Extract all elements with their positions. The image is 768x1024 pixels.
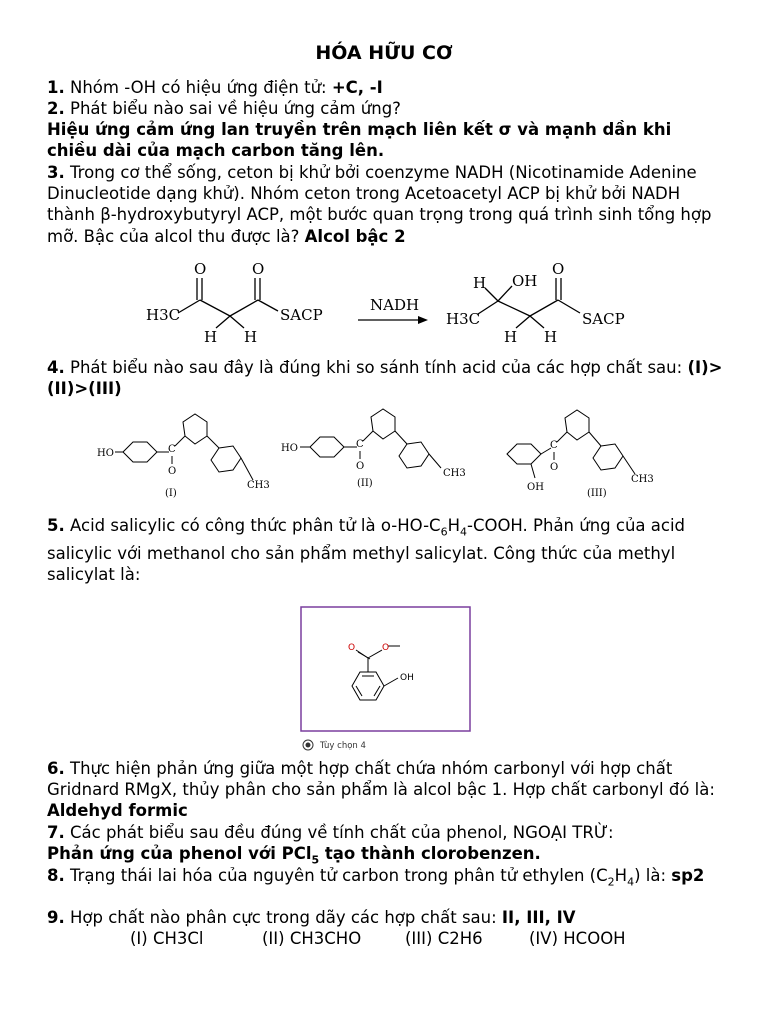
answer-text: +C, -I bbox=[331, 78, 383, 97]
hydrogen-label: H bbox=[504, 328, 518, 346]
hydrogen-label: H bbox=[204, 328, 218, 346]
question-number: 4. bbox=[47, 358, 65, 377]
hydrogen-label: H bbox=[544, 328, 558, 346]
structure-label-I: (I) bbox=[165, 488, 177, 499]
answer-text: tạo thành clorobenzen. bbox=[319, 844, 541, 864]
methyl-label: CH3 bbox=[631, 474, 654, 485]
subscript: 6 bbox=[440, 525, 448, 539]
carbon-label: C bbox=[168, 444, 176, 455]
option-item: (IV) HCOOH bbox=[529, 929, 626, 948]
question-text: H bbox=[614, 866, 628, 885]
question-text: Các phát biểu sau đều đúng về tính chất của phenol, NGOẠI TRỪ: bbox=[64, 823, 614, 842]
svg-text:O: O bbox=[382, 643, 390, 653]
methyl-salicylate-figure bbox=[300, 606, 472, 754]
carbon-label: C bbox=[550, 440, 558, 451]
reagent-label: NADH bbox=[370, 296, 420, 314]
question-text: -COOH. Phản ứng của acid salicylic với methanol cho sản phẩm methyl salicylat. Công thức của methyl salicylat là: bbox=[47, 516, 686, 584]
hydrogen-label: H bbox=[244, 328, 258, 346]
oxygen-label: O bbox=[552, 260, 565, 278]
reaction-scheme bbox=[140, 258, 640, 350]
question-8 bbox=[47, 865, 727, 893]
answer-text: Phản ứng của phenol với PCl bbox=[47, 844, 312, 864]
question-text: ) là: bbox=[634, 866, 672, 885]
question-5 bbox=[47, 515, 727, 585]
oxygen-label: O bbox=[168, 466, 177, 477]
question-1 bbox=[47, 77, 727, 98]
oxygen-label: O bbox=[356, 461, 365, 472]
hydroxyl-label: OH bbox=[527, 482, 544, 493]
question-number: 7. bbox=[47, 823, 65, 842]
question-3 bbox=[47, 162, 727, 247]
hydroxy-label: HO bbox=[97, 448, 114, 459]
question-text: Phát biểu nào sau đây là đúng khi so sánh tính acid của các hợp chất sau: bbox=[64, 358, 688, 377]
answer-text: (I)>(II)>(III) bbox=[47, 358, 723, 399]
sacp-label: SACP bbox=[280, 306, 323, 324]
question-9 bbox=[47, 907, 727, 928]
question-text: Acid salicylic có công thức phân tử là o-HO-C bbox=[64, 516, 441, 535]
answer-text: sp2 bbox=[671, 866, 705, 885]
h3c-label: H3C bbox=[146, 306, 181, 324]
answer-text: Hiệu ứng cảm ứng lan truyền trên mạch liên kết σ và mạnh dần khi chiều dài của mạch carbon tăng lên. bbox=[47, 120, 672, 161]
subscript: 5 bbox=[311, 853, 320, 867]
answer-text: II, III, IV bbox=[501, 908, 576, 927]
sacp-label: SACP bbox=[582, 310, 625, 328]
question-number: 3. bbox=[47, 163, 65, 182]
oxygen-label: O bbox=[252, 260, 265, 278]
question-text: Phát biểu nào sai về hiệu ứng cảm ứng? bbox=[64, 99, 401, 118]
question-number: 5. bbox=[47, 516, 65, 535]
question-2 bbox=[47, 98, 727, 162]
carbon-label: C bbox=[356, 439, 364, 450]
question-number: 9. bbox=[47, 908, 65, 927]
hydroxyl-label: OH bbox=[512, 272, 538, 290]
option-item: (I) CH3Cl bbox=[130, 929, 204, 948]
question-text: Trạng thái lai hóa của nguyên tử carbon trong phân tử ethylen (C bbox=[64, 866, 608, 885]
question-number: 6. bbox=[47, 759, 65, 778]
svg-text:O: O bbox=[348, 643, 356, 653]
subscript: 4 bbox=[459, 525, 467, 539]
question-text: Trong cơ thể sống, ceton bị khử bởi coenzyme NADH (Nicotinamide Adenine Dinucleotide dạng khử). Nhóm ceton trong Acetoacetyl ACP bị khử bởi NADH thành β-hydroxybutyryl ACP, một bước quan trọng trong quá trình sinh tổng hợp mỡ. Bậc của alcol thu được là? bbox=[47, 163, 712, 246]
question-number: 1. bbox=[47, 78, 65, 97]
oxygen-label: O bbox=[194, 260, 207, 278]
question-6 bbox=[47, 758, 727, 822]
option-label: Tùy chọn 4 bbox=[320, 741, 366, 751]
question-text: Nhóm -OH có hiệu ứng điện tử: bbox=[64, 78, 332, 97]
question-text: H bbox=[447, 516, 460, 535]
question-text: Hợp chất nào phân cực trong dãy các hợp chất sau: bbox=[64, 908, 502, 927]
structure-label-III: (III) bbox=[587, 488, 607, 499]
hydroxy-label: HO bbox=[281, 443, 298, 454]
compound-options bbox=[130, 929, 626, 948]
question-4 bbox=[47, 357, 727, 399]
subscript: 4 bbox=[627, 875, 635, 889]
page-title: HÓA HỮU CƠ bbox=[315, 42, 453, 64]
subscript: 2 bbox=[607, 875, 615, 889]
question-7 bbox=[47, 822, 727, 871]
question-number: 2. bbox=[47, 99, 65, 118]
compound-structures bbox=[95, 402, 675, 502]
methyl-label: CH3 bbox=[247, 480, 270, 491]
option-item: (III) C2H6 bbox=[405, 929, 483, 948]
hydroxyl-label: OH bbox=[400, 673, 414, 683]
question-number: 8. bbox=[47, 866, 65, 885]
structure-label-II: (II) bbox=[357, 478, 373, 489]
question-text: Thực hiện phản ứng giữa một hợp chất chứa nhóm carbonyl với hợp chất Gridnard RMgX, thủy phân cho sản phẩm là alcol bậc 1. Hợp chất carbonyl đó là: bbox=[47, 759, 715, 800]
h3c-label: H3C bbox=[446, 310, 481, 328]
hydrogen-label: H bbox=[473, 274, 487, 292]
option-item: (II) CH3CHO bbox=[262, 929, 362, 948]
answer-text: Alcol bậc 2 bbox=[304, 226, 406, 246]
oxygen-label: O bbox=[550, 462, 559, 473]
answer-text: Aldehyd formic bbox=[47, 801, 188, 821]
methyl-label: CH3 bbox=[443, 468, 466, 479]
